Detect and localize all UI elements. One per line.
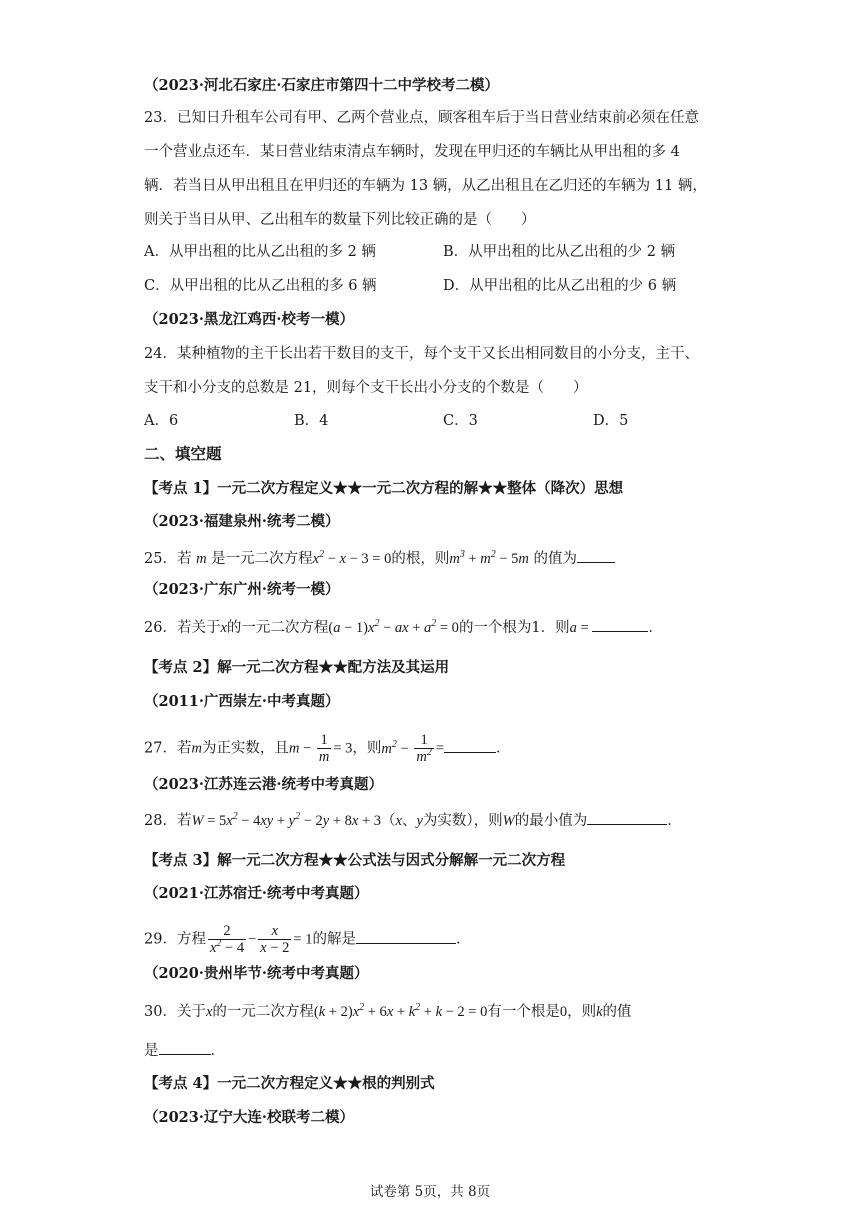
answer-blank[interactable] [159,1040,211,1055]
source-note: （2020·贵州毕节·统考中考真题） [144,965,369,982]
q30-math: 0 [559,1004,568,1020]
q26-text: 26．若关于 [144,620,221,636]
q30-text: ，则 [567,1004,597,1020]
question-26 [144,617,663,638]
answer-blank[interactable] [587,810,667,825]
q30-math: k [596,1004,603,1020]
kaodian-heading: 【考点 4】一元二次方程定义★★根的判别式 [144,1075,435,1092]
source-note: （2023·江苏连云港·统考中考真题） [144,776,383,793]
page-footer: 试卷第 5页，共 8页 [369,1184,491,1200]
q28-text: （ [381,813,396,829]
source-note: （2011·广西崇左·中考真题） [144,693,340,710]
question-24-line: 24．某种植物的主干长出若干数目的支干，每个支干又长出相同数目的小分支，主干、 [144,346,699,362]
q27-text: 为正实数，且 [201,740,289,757]
q26-text: 的一元二次方程 [226,620,329,636]
q28-equation: $W = 5x^2 - 4xy + y^2 - 2y + 8x + 3$ [191,811,382,829]
kaodian-heading: 【考点 3】解一元二次方程★★公式法与因式分解解一元二次方程 [144,852,566,869]
q30-math: x [205,1004,213,1020]
q24-option-c: C．3 [443,413,478,429]
source-note: （2021·江苏宿迁·统考中考真题） [144,885,369,902]
question-30-line2 [144,1040,225,1061]
q30-text: 30．关于 [144,1004,206,1020]
q28-text: ． [667,813,682,829]
q28-text: 为实数），则 [422,813,503,829]
kaodian-heading: 【考点 1】一元二次方程定义★★一元二次方程的解★★整体（降次）思想 [144,480,624,497]
answer-blank[interactable] [356,929,456,944]
q25-text: 的值为 [533,551,578,567]
q29-text: ． [455,931,471,948]
source-note: （2023·河北石家庄·石家庄市第四十二中学校考二模） [144,77,499,94]
q30-text: 有一个根是 [487,1004,560,1020]
q25-expression: $m^3 + m^2 - 5m$ [449,549,529,567]
q28-text: 的最小值为 [514,813,588,829]
question-27: 27．若m为正实数，且m − $\frac{1}{m}$ = 3，则$m^2$ − $\frac{1}{m^2}$ = ． [144,732,511,765]
q25-equation: $x^2 - x - 3 = 0$ [312,549,392,567]
section-title: 二、填空题 [144,444,222,463]
q27-equation: m − [288,740,315,757]
q23-option-c: C．从甲出租的比从乙出租的多 6 辆 [144,278,377,294]
q27-expression: $m^2$ − [381,738,413,757]
q30-text: 的一元二次方程 [212,1004,314,1020]
answer-blank[interactable] [444,738,496,753]
q25-math: m [196,551,207,567]
q28-text: 28．若 [144,813,192,829]
q26-equation: $(a - 1)x^2$ − ax + $a^2 = 0$ [328,618,459,636]
q29-text: 29．方程 [144,931,206,948]
question-24-line: 支干和小分支的总数是 21，则每个支干长出小分支的个数是（ ） [144,380,588,396]
q29-text: 的解是 [312,931,356,948]
q30-text: 是 [144,1043,159,1059]
question-23-line: 一个营业点还车．某日营业结束清点车辆时，发现在甲归还的车辆比从甲出租的多 4 [144,144,680,160]
q29-fraction: $\frac{x}{x - 2}$ [260,923,290,956]
q25-text: 25．若 [144,551,192,567]
q30-text: ． [210,1043,225,1059]
source-note: （2023·福建泉州·统考二模） [144,513,340,530]
answer-blank[interactable] [592,617,648,632]
q27-fraction: $\frac{1}{m}$ [318,732,330,765]
q25-text: 的根，则 [391,551,450,567]
q29-fraction: $\frac{2}{x^2 - 4}$ [209,923,245,956]
q23-option-b: B．从甲出租的比从乙出租的少 2 辆 [443,244,676,260]
kaodian-heading: 【考点 2】解一元二次方程★★配方法及其运用 [144,659,450,676]
answer-blank[interactable] [577,548,615,563]
q24-option-d: D．5 [593,413,629,429]
q27-text: 27．若 [144,740,192,757]
source-note: （2023·黑龙江鸡西·校考一模） [144,311,354,328]
q28-math: x、y [395,813,423,829]
q27-math: m [191,740,202,757]
q25-text: 是一元二次方程 [211,551,313,567]
question-23-line: 则关于当日从甲、乙出租车的数量下列比较正确的是（ ） [144,212,536,228]
q30-equation: $(k + 2)x^2 + 6x + k^2 + k - 2 = 0$ [313,1002,488,1020]
q28-math: W [502,813,515,829]
q23-option-d: D．从甲出租的比从乙出租的少 6 辆 [443,278,677,294]
question-29: 29．方程 $\frac{2}{x^2 - 4}$ − $\frac{x}{x - 2}$ = 1的解是 ． [144,923,471,956]
question-30 [144,1002,632,1022]
q27-text: ． [496,740,511,757]
source-note: （2023·广东广州·统考一模） [144,581,340,598]
question-28 [144,810,682,831]
q26-text: 的一个根为1．则 [458,620,570,636]
q27-text: ，则 [352,740,382,757]
q30-text: 的值 [602,1004,632,1020]
q26-text: ． [648,620,663,636]
q26-math: a = [569,620,593,636]
q24-option-b: B．4 [294,413,329,429]
question-23-line: 23．已知日升租车公司有甲、乙两个营业点，顾客租车后于当日营业结束前必须在任意 [144,110,699,126]
source-note: （2023·辽宁大连·校联考二模） [144,1109,354,1126]
question-25 [144,548,615,569]
q27-fraction: $\frac{1}{m^2}$ [416,732,432,765]
question-23-line: 辆．若当日从甲出租且在甲归还的车辆为 13 辆，从乙出租且在乙归还的车辆为 11 辆， [144,178,707,194]
q26-math: x [220,620,227,636]
q23-option-a: A．从甲出租的比从乙出租的多 2 辆 [144,244,376,260]
q24-option-a: A．6 [144,413,179,429]
